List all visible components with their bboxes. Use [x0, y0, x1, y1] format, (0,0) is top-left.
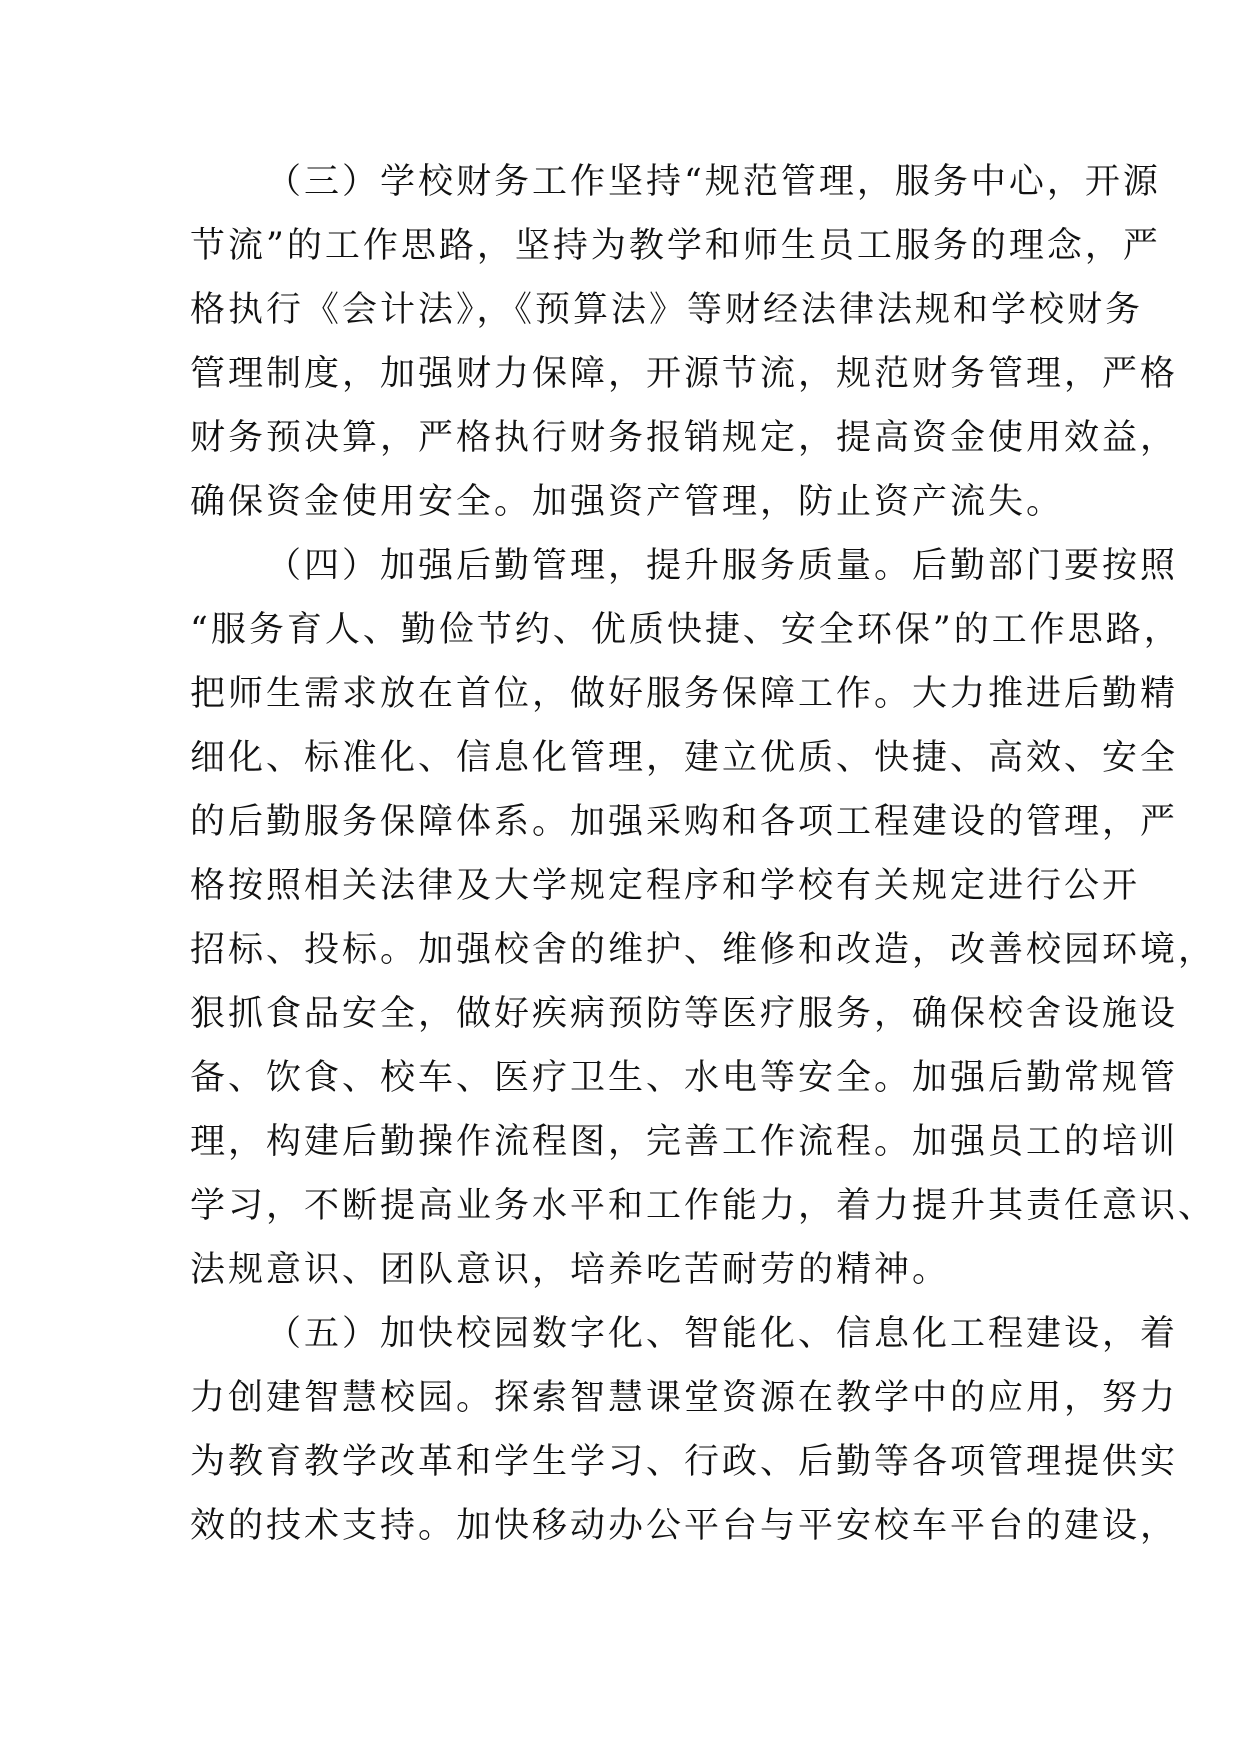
paragraph-line: “服务育人、勤俭节约、优质快捷、安全环保”的工作思路， — [190, 610, 1182, 650]
paragraph-line: （四）加强后勤管理，提升服务质量。后勤部门要按照 — [266, 546, 1179, 586]
paragraph-line: 节流”的工作思路，坚持为教学和师生员工服务的理念，严 — [190, 226, 1161, 266]
paragraph-line: 管理制度，加强财力保障，开源节流，规范财务管理，严格 — [190, 354, 1179, 394]
paragraph-line: 确保资金使用安全。加强资产管理，防止资产流失。 — [190, 482, 1065, 522]
paragraph-line: 招标、投标。加强校舍的维护、维修和改造，改善校园环境， — [190, 930, 1217, 970]
paragraph-finance — [190, 150, 1179, 534]
paragraph-line: 把师生需求放在首位，做好服务保障工作。大力推进后勤精 — [190, 674, 1179, 714]
paragraph-line: （三）学校财务工作坚持“规范管理，服务中心，开源 — [266, 162, 1161, 202]
paragraph-line: 的后勤服务保障体系。加强采购和各项工程建设的管理，严 — [190, 802, 1179, 842]
paragraph-smart-campus — [190, 1302, 1179, 1558]
paragraph-line: 格执行《会计法》，《预算法》等财经法律法规和学校财务 — [190, 290, 1144, 330]
paragraph-line: 学习，不断提高业务水平和工作能力，着力提升其责任意识、 — [190, 1186, 1217, 1226]
paragraph-line: 为教育教学改革和学生学习、行政、后勤等各项管理提供实 — [190, 1442, 1179, 1482]
paragraph-line: 格按照相关法律及大学规定程序和学校有关规定进行公开 — [190, 866, 1141, 906]
paragraph-line: 狠抓食品安全，做好疾病预防等医疗服务，确保校舍设施设 — [190, 994, 1179, 1034]
paragraph-logistics — [190, 534, 1217, 1302]
paragraph-line: 力创建智慧校园。探索智慧课堂资源在教学中的应用，努力 — [190, 1378, 1179, 1418]
paragraph-line: （五）加快校园数字化、智能化、信息化工程建设，着 — [266, 1314, 1179, 1354]
paragraph-line: 效的技术支持。加快移动办公平台与平安校车平台的建设， — [190, 1506, 1179, 1546]
paragraph-line: 理，构建后勤操作流程图，完善工作流程。加强员工的培训 — [190, 1122, 1179, 1162]
document-body — [190, 150, 1217, 1558]
paragraph-line: 细化、标准化、信息化管理，建立优质、快捷、高效、安全 — [190, 738, 1179, 778]
paragraph-line: 财务预决算，严格执行财务报销规定，提高资金使用效益， — [190, 418, 1179, 458]
paragraph-line: 法规意识、团队意识，培养吃苦耐劳的精神。 — [190, 1250, 951, 1290]
paragraph-line: 备、饮食、校车、医疗卫生、水电等安全。加强后勤常规管 — [190, 1058, 1179, 1098]
